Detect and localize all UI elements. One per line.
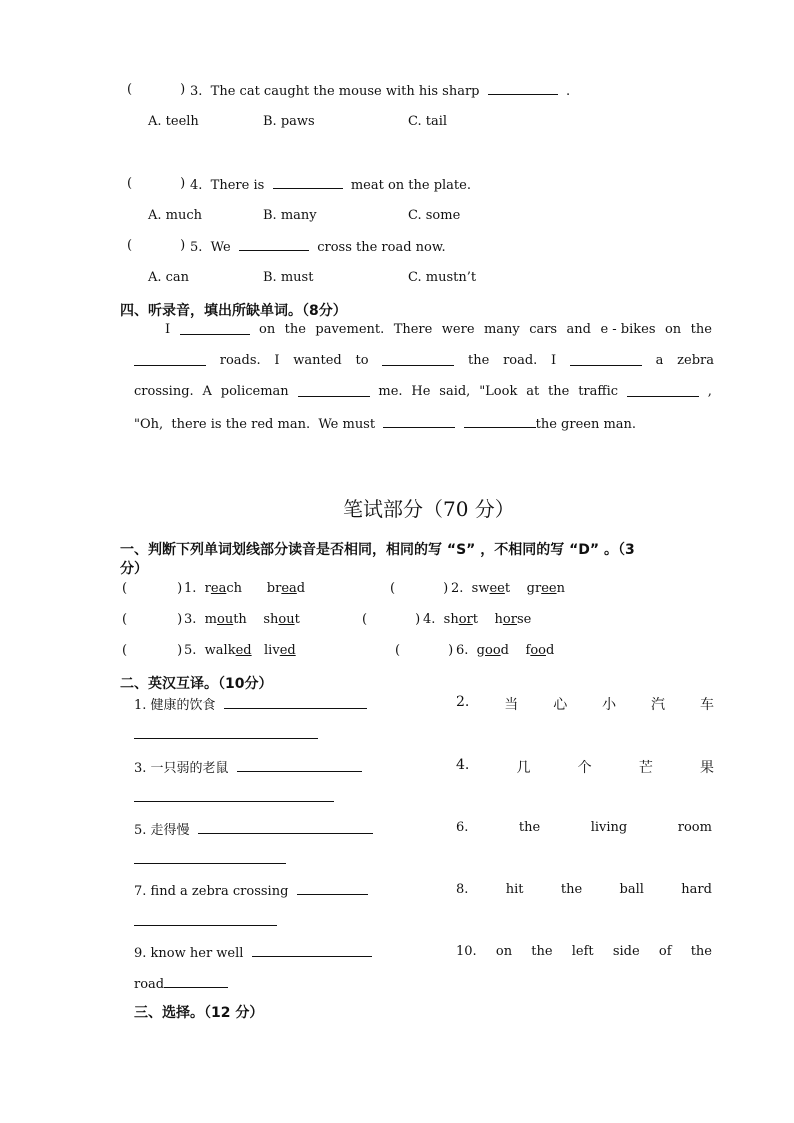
phonics-item: 4. short horse: [423, 612, 532, 627]
q4-option-b: B. many: [263, 208, 317, 223]
q4-option-a: A. much: [148, 208, 203, 223]
q5-option-b: B. must: [263, 270, 314, 285]
answer-blank[interactable]: [273, 176, 343, 189]
phonics-item: 1. reach bread: [184, 581, 306, 596]
answer-blank[interactable]: [383, 415, 455, 428]
phonics-item: 2. sweet green: [451, 581, 565, 596]
phonics-item: 3. mouth shout: [184, 612, 300, 627]
translate-item-5: 5. 走得慢: [134, 819, 373, 838]
answer-blank[interactable]: [224, 696, 367, 709]
paren: ( ): [122, 612, 183, 627]
answer-blank[interactable]: [297, 882, 368, 895]
answer-blank[interactable]: [627, 384, 699, 397]
section-two-heading: 二、英汉互译。（10分）: [120, 676, 273, 692]
q4-option-c: C. some: [408, 208, 461, 223]
answer-blank[interactable]: [488, 82, 558, 95]
q5-stem: 5. We cross the road now.: [190, 240, 446, 255]
phonics-item: 6. good food: [456, 643, 555, 658]
section4-line3: crossing. A policeman me. He said, "Look at the traffic ,: [134, 384, 712, 399]
translate-item-3: 3. 一只弱的老鼠: [134, 757, 362, 776]
translate-item-1: 1. 健康的饮食: [134, 694, 367, 713]
section4-heading: 四、听录音，填出所缺单词。（8分）: [120, 303, 347, 319]
answer-blank[interactable]: [237, 759, 362, 772]
phonics-item: 5. walked lived: [184, 643, 296, 658]
q5-option-c: C. mustn’t: [408, 270, 477, 285]
paren: ( ): [362, 612, 421, 627]
translate-item-8: 8. hit the ball hard: [456, 882, 712, 897]
translate-item-10: 10. on the left side of the: [456, 944, 712, 959]
section-one-heading-cont: 分）: [120, 561, 148, 577]
section4-line4: "Oh, there is the red man. We must the green man.: [134, 417, 637, 432]
translate-item-6: 6. the living room: [456, 820, 712, 835]
q3-stem: 3. The cat caught the mouse with his sharp .: [190, 84, 571, 99]
paren: ( ): [122, 581, 183, 596]
paren: ( ): [395, 643, 454, 658]
section4-line1: I on the pavement. There were many cars and e - bikes on the: [165, 322, 712, 337]
answer-blank[interactable]: [464, 415, 536, 428]
answer-blank[interactable]: [134, 789, 334, 802]
q5-option-a: A. can: [148, 270, 190, 285]
q4-stem: 4. There is meat on the plate.: [190, 178, 471, 193]
translate-item-9: 9. know her well: [134, 944, 372, 961]
q3-option-c: C. tail: [408, 114, 448, 129]
section4-line2: roads. I wanted to the road. I a zebra: [134, 353, 714, 368]
written-part-title: 笔试部分（70 分）: [343, 497, 515, 521]
answer-blank[interactable]: [180, 322, 250, 335]
paren: ( ): [122, 643, 183, 658]
answer-blank[interactable]: [252, 944, 372, 957]
translate-item-2: 2. 当 心 小 汽 车: [456, 694, 714, 713]
answer-blank[interactable]: [239, 238, 309, 251]
answer-blank[interactable]: [134, 353, 206, 366]
translate-item-4: 4. 几 个 芒 果: [456, 757, 714, 776]
translate-item-10-cont: road: [134, 975, 228, 992]
paren: ( ): [390, 581, 449, 596]
answer-blank[interactable]: [134, 913, 277, 926]
q3-option-a: A. teelh: [148, 114, 199, 129]
answer-blank[interactable]: [382, 353, 454, 366]
answer-blank[interactable]: [134, 851, 286, 864]
q4-paren: ( ): [127, 176, 186, 191]
answer-blank[interactable]: [570, 353, 642, 366]
answer-blank[interactable]: [134, 726, 318, 739]
q3-option-b: B. paws: [263, 114, 315, 129]
section-one-heading: 一、判断下列单词划线部分读音是否相同，相同的写 “S” ，不相同的写 “D” 。（3: [120, 542, 635, 558]
q5-paren: ( ): [127, 238, 186, 253]
translate-item-7: 7. find a zebra crossing: [134, 882, 368, 899]
answer-blank[interactable]: [298, 384, 370, 397]
section-three-heading: 三、选择。（12 分）: [134, 1005, 264, 1021]
answer-blank[interactable]: [164, 975, 228, 988]
q3-paren: ( ): [127, 82, 186, 97]
answer-blank[interactable]: [198, 821, 373, 834]
